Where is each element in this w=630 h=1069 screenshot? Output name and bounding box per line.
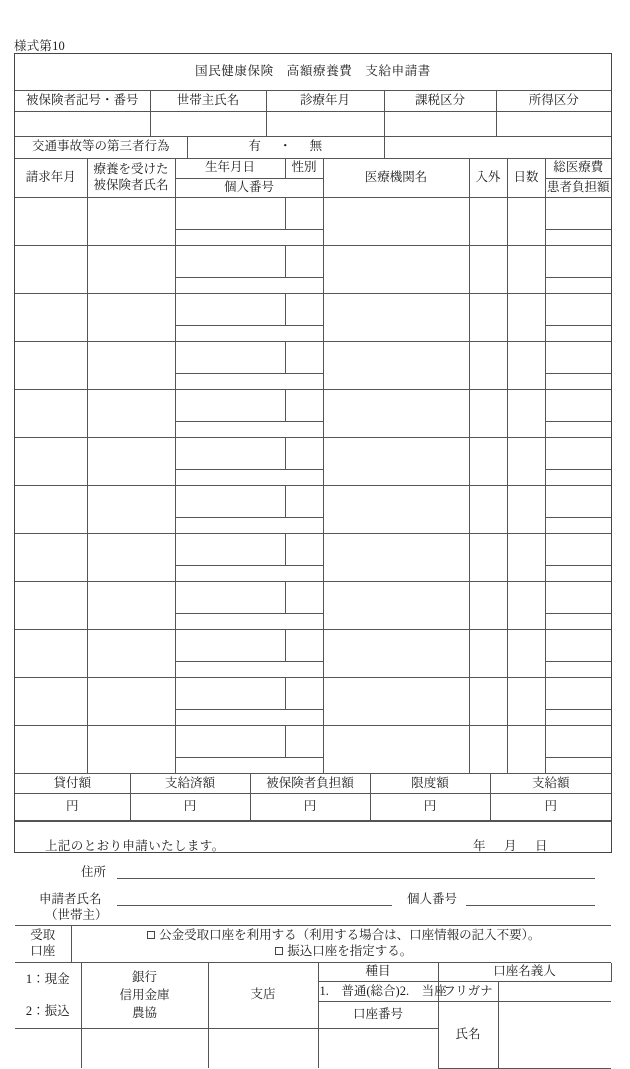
cell-personal-number[interactable] (175, 469, 323, 485)
cell-in-out[interactable] (469, 197, 507, 245)
cell-claim-ym[interactable] (15, 725, 87, 773)
table-row (15, 533, 611, 565)
cell-days[interactable] (507, 485, 545, 533)
third-party-option-no[interactable]: 無 (309, 139, 323, 154)
cell-institution[interactable] (323, 437, 469, 485)
col-header-insured-name-line2: 被保険者氏名 (93, 177, 169, 192)
insured-value-income-class[interactable] (496, 111, 611, 136)
cell-gender[interactable] (285, 197, 323, 229)
cell-institution[interactable] (323, 725, 469, 773)
summary-header-insured-burden: 被保険者負担額 (250, 774, 370, 794)
cell-total-cost[interactable] (545, 581, 611, 613)
cell-insured-name[interactable] (87, 341, 175, 389)
applicant-name-input[interactable] (117, 905, 392, 906)
col-header-claim-ym: 請求年月 (15, 159, 87, 197)
cell-insured-name[interactable] (87, 629, 175, 677)
cell-institution[interactable] (323, 677, 469, 725)
table-row (15, 245, 611, 277)
checkbox-icon-transfer-account[interactable] (275, 947, 283, 955)
address-label: 住所 (81, 865, 107, 879)
cell-personal-number[interactable] (175, 229, 323, 245)
cell-personal-number[interactable] (175, 565, 323, 581)
cell-gender[interactable] (285, 245, 323, 277)
cell-in-out[interactable] (469, 341, 507, 389)
cell-days[interactable] (507, 245, 545, 293)
summary-header-loan: 貸付額 (15, 774, 130, 794)
cell-claim-ym[interactable] (15, 581, 87, 629)
cell-patient-burden[interactable] (545, 325, 611, 341)
payment-method-cash[interactable]: 1：現金 (25, 971, 70, 986)
cell-claim-ym[interactable] (15, 341, 87, 389)
cell-claim-ym[interactable] (15, 533, 87, 581)
insured-value-treatment-month[interactable] (266, 111, 384, 136)
insured-col-header-kigo: 被保険者記号・番号 (15, 90, 150, 111)
cell-institution[interactable] (323, 629, 469, 677)
col-header-total-cost: 総医療費 (545, 159, 611, 178)
summary-value-loan[interactable] (15, 794, 130, 821)
cell-claim-ym[interactable] (15, 197, 87, 245)
cell-total-cost[interactable] (545, 725, 611, 757)
account-name-label: 氏名 (438, 1002, 498, 1069)
cell-birth-date[interactable] (175, 533, 285, 565)
checkbox-icon-public-account[interactable] (147, 931, 155, 939)
bank-kind-bank[interactable]: 銀行 (131, 969, 157, 984)
declaration-statement: 上記のとおり申請いたします。 (45, 839, 225, 853)
cell-total-cost[interactable] (545, 629, 611, 661)
cell-birth-date[interactable] (175, 293, 285, 325)
cell-patient-burden[interactable] (545, 709, 611, 725)
insured-col-header-income-class: 所得区分 (496, 90, 611, 111)
cell-days[interactable] (507, 581, 545, 629)
summary-value-limit[interactable] (370, 794, 490, 821)
cell-total-cost[interactable] (545, 293, 611, 325)
cell-in-out[interactable] (469, 293, 507, 341)
my-number-input[interactable] (466, 905, 595, 906)
cell-total-cost[interactable] (545, 437, 611, 469)
cell-days[interactable] (507, 533, 545, 581)
col-header-insured-name (87, 159, 175, 197)
insured-value-householder[interactable] (150, 111, 266, 136)
cell-birth-date[interactable] (175, 197, 285, 229)
my-number-label: 個人番号 (407, 892, 458, 906)
receiving-account-label-line2: 口座 (30, 943, 56, 958)
summary-value-insured-burden[interactable] (250, 794, 370, 821)
cell-patient-burden[interactable] (545, 757, 611, 773)
cell-days[interactable] (507, 197, 545, 245)
applicant-name-label: 申請者氏名 (39, 892, 102, 906)
receiving-account-label (15, 926, 71, 962)
bank-institution-kinds[interactable] (81, 963, 208, 1029)
cell-total-cost[interactable] (545, 533, 611, 565)
cell-in-out[interactable] (469, 485, 507, 533)
cell-gender[interactable] (285, 341, 323, 373)
form-frame (14, 53, 612, 1041)
cell-insured-name[interactable] (87, 389, 175, 437)
cell-claim-ym[interactable] (15, 677, 87, 725)
account-type-header: 種目 (318, 963, 438, 982)
receiving-account-options (71, 926, 611, 962)
cell-gender[interactable] (285, 389, 323, 421)
cell-patient-burden[interactable] (545, 277, 611, 293)
col-header-patient-burden: 患者負担額 (545, 178, 611, 197)
cell-personal-number[interactable] (175, 757, 323, 773)
cell-institution[interactable] (323, 341, 469, 389)
cell-birth-date[interactable] (175, 677, 285, 709)
bank-kind-nokyo[interactable]: 農協 (131, 1006, 157, 1021)
cell-days[interactable] (507, 293, 545, 341)
yen-unit-insured-burden: 円 (303, 799, 317, 814)
cell-insured-name[interactable] (87, 677, 175, 725)
cell-in-out[interactable] (469, 629, 507, 677)
cell-personal-number[interactable] (175, 325, 323, 341)
cell-gender[interactable] (285, 293, 323, 325)
cell-total-cost[interactable] (545, 389, 611, 421)
furigana-label: フリガナ (438, 982, 498, 1002)
cell-total-cost[interactable] (545, 245, 611, 277)
payment-method-transfer[interactable]: 2：振込 (25, 1004, 70, 1018)
third-party-label: 交通事故等の第三者行為 (15, 137, 187, 159)
insured-col-header-tax-class: 課税区分 (384, 90, 496, 111)
cell-institution[interactable] (323, 389, 469, 437)
cell-total-cost[interactable] (545, 197, 611, 229)
cell-insured-name[interactable] (87, 581, 175, 629)
cell-insured-name[interactable] (87, 725, 175, 773)
cell-days[interactable] (507, 629, 545, 677)
cell-in-out[interactable] (469, 725, 507, 773)
cell-total-cost[interactable] (545, 677, 611, 709)
claim-table (15, 159, 611, 773)
applicant-name-sublabel: （世帯主） (45, 908, 108, 922)
bank-table (15, 963, 612, 1069)
cell-patient-burden[interactable] (545, 661, 611, 677)
yen-unit-already-paid: 円 (183, 799, 197, 814)
cell-gender[interactable] (285, 437, 323, 469)
table-row (15, 341, 611, 373)
cell-in-out[interactable] (469, 533, 507, 581)
table-row (15, 629, 611, 661)
receiving-account-option-transfer[interactable] (78, 944, 611, 960)
summary-value-payment[interactable] (490, 794, 611, 821)
col-header-days: 日数 (507, 159, 545, 197)
cell-claim-ym[interactable] (15, 485, 87, 533)
cell-total-cost[interactable] (545, 485, 611, 517)
cell-personal-number[interactable] (175, 661, 323, 677)
table-row (15, 677, 611, 709)
col-header-personal-number: 個人番号 (175, 178, 323, 197)
summary-header-already-paid: 支給済額 (130, 774, 250, 794)
cell-gender[interactable] (285, 629, 323, 661)
receiving-account-option-public-label: 公金受取口座を利用する（利用する場合は、口座情報の記入不要）。 (159, 928, 541, 943)
cell-personal-number[interactable] (175, 613, 323, 629)
third-party-value[interactable] (384, 137, 611, 159)
cell-patient-burden[interactable] (545, 565, 611, 581)
cell-institution[interactable] (323, 293, 469, 341)
account-number-input[interactable] (318, 1028, 438, 1068)
form-number-label: 様式第10 (14, 39, 66, 53)
col-header-institution: 医療機関名 (323, 159, 469, 197)
cell-gender[interactable] (285, 725, 323, 757)
cell-in-out[interactable] (469, 245, 507, 293)
cell-in-out[interactable] (469, 389, 507, 437)
declaration-section (15, 821, 611, 926)
cell-insured-name[interactable] (87, 437, 175, 485)
insured-value-tax-class[interactable] (384, 111, 496, 136)
cell-personal-number[interactable] (175, 709, 323, 725)
account-holder-header: 口座名義人 (438, 963, 611, 982)
cell-in-out[interactable] (469, 581, 507, 629)
declaration-date-label[interactable]: 年 月 日 (473, 839, 551, 853)
cell-birth-date[interactable] (175, 341, 285, 373)
cell-patient-burden[interactable] (545, 469, 611, 485)
summary-value-already-paid[interactable] (130, 794, 250, 821)
account-type-options[interactable]: 1. 普通(総合)2. 当座 (318, 982, 438, 1002)
cell-patient-burden[interactable] (545, 373, 611, 389)
summary-header-limit: 限度額 (370, 774, 490, 794)
bank-spacer-left (15, 1028, 81, 1068)
receiving-account-option-transfer-label: 振込口座を指定する。 (287, 943, 413, 958)
cell-birth-date[interactable] (175, 437, 285, 469)
col-header-gender: 性別 (285, 159, 323, 178)
cell-insured-name[interactable] (87, 197, 175, 245)
receiving-account-option-public[interactable] (78, 928, 611, 944)
cell-days[interactable] (507, 677, 545, 725)
table-row (15, 389, 611, 421)
cell-insured-name[interactable] (87, 245, 175, 293)
col-header-birth-date: 生年月日 (175, 159, 285, 178)
cell-birth-date[interactable] (175, 581, 285, 613)
summary-table (15, 773, 611, 821)
cell-in-out[interactable] (469, 677, 507, 725)
bank-kind-shinkin[interactable]: 信用金庫 (119, 987, 170, 1002)
cell-birth-date[interactable] (175, 485, 285, 517)
table-row (15, 725, 611, 757)
cell-claim-ym[interactable] (15, 629, 87, 677)
cell-gender[interactable] (285, 533, 323, 565)
cell-birth-date[interactable] (175, 389, 285, 421)
cell-insured-name[interactable] (87, 485, 175, 533)
third-party-table (15, 137, 611, 160)
bank-branch-cell[interactable] (208, 963, 318, 1029)
cell-institution[interactable] (323, 197, 469, 245)
cell-personal-number[interactable] (175, 517, 323, 533)
table-row (15, 485, 611, 517)
cell-personal-number[interactable] (175, 373, 323, 389)
third-party-choice[interactable] (187, 137, 384, 159)
bank-spacer-kinds (81, 1028, 208, 1068)
summary-header-payment: 支給額 (490, 774, 611, 794)
cell-personal-number[interactable] (175, 421, 323, 437)
cell-claim-ym[interactable] (15, 293, 87, 341)
cell-claim-ym[interactable] (15, 245, 87, 293)
cell-patient-burden[interactable] (545, 517, 611, 533)
address-input[interactable] (117, 878, 595, 879)
cell-institution[interactable] (323, 533, 469, 581)
cell-days[interactable] (507, 725, 545, 773)
cell-days[interactable] (507, 341, 545, 389)
cell-insured-name[interactable] (87, 293, 175, 341)
cell-claim-ym[interactable] (15, 389, 87, 437)
cell-institution[interactable] (323, 245, 469, 293)
cell-total-cost[interactable] (545, 341, 611, 373)
cell-personal-number[interactable] (175, 277, 323, 293)
cell-days[interactable] (507, 437, 545, 485)
cell-birth-date[interactable] (175, 629, 285, 661)
cell-patient-burden[interactable] (545, 229, 611, 245)
cell-gender[interactable] (285, 677, 323, 709)
bank-spacer-branch (208, 1028, 318, 1068)
payment-method-cell (15, 963, 81, 1029)
account-number-label: 口座番号 (318, 1002, 438, 1029)
table-row (15, 293, 611, 325)
insured-col-header-treatment-month: 診療年月 (266, 90, 384, 111)
furigana-input[interactable] (498, 982, 611, 1002)
third-party-separator: ・ (278, 139, 292, 154)
receiving-account-table (15, 926, 611, 963)
yen-unit-loan: 円 (65, 799, 79, 814)
table-row (15, 197, 611, 229)
bank-branch-label: 支店 (250, 987, 276, 1002)
insured-col-header-householder: 世帯主氏名 (150, 90, 266, 111)
cell-patient-burden[interactable] (545, 421, 611, 437)
receiving-account-label-line1: 受取 (30, 928, 56, 943)
header-table (15, 54, 611, 137)
cell-days[interactable] (507, 389, 545, 437)
cell-claim-ym[interactable] (15, 437, 87, 485)
cell-birth-date[interactable] (175, 725, 285, 757)
third-party-option-yes[interactable]: 有 (248, 139, 262, 154)
cell-insured-name[interactable] (87, 533, 175, 581)
cell-gender[interactable] (285, 485, 323, 517)
col-header-insured-name-line1: 療養を受けた (93, 162, 169, 177)
yen-unit-payment: 円 (544, 799, 557, 814)
cell-birth-date[interactable] (175, 245, 285, 277)
yen-unit-limit: 円 (423, 799, 437, 814)
document-title: 国民健康保険 高額療養費 支給申請書 (15, 54, 611, 90)
table-row (15, 581, 611, 613)
col-header-in-out: 入外 (469, 159, 507, 197)
cell-institution[interactable] (323, 485, 469, 533)
cell-patient-burden[interactable] (545, 613, 611, 629)
cell-gender[interactable] (285, 581, 323, 613)
account-name-input[interactable] (498, 1002, 611, 1069)
cell-institution[interactable] (323, 581, 469, 629)
table-row (15, 437, 611, 469)
cell-in-out[interactable] (469, 437, 507, 485)
insured-value-kigo[interactable] (15, 111, 150, 136)
